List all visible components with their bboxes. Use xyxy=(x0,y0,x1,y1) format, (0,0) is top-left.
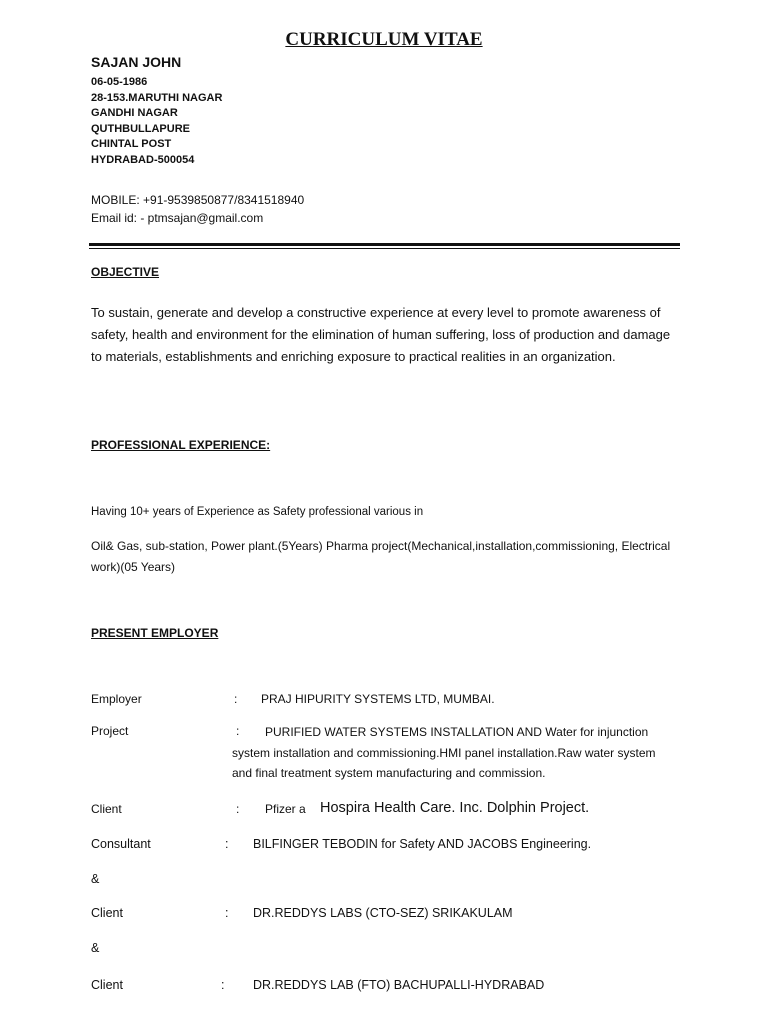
ampersand: & xyxy=(91,941,100,955)
consultant-value: BILFINGER TEBODIN for Safety AND JACOBS Engineering. xyxy=(253,837,592,851)
date-of-birth: 06-05-1986 xyxy=(91,76,148,88)
colon: : xyxy=(221,978,225,992)
address-line: HYDRABAD-500054 xyxy=(91,153,195,166)
client-value: DR.REDDYS LABS (CTO-SEZ) SRIKAKULAM xyxy=(253,906,513,920)
header-divider-thin xyxy=(89,248,680,249)
address-block xyxy=(91,75,222,169)
client-label: Client xyxy=(91,802,122,816)
colon: : xyxy=(236,724,240,738)
project-row xyxy=(91,724,691,788)
colon: : xyxy=(225,906,229,920)
employer-label: Employer xyxy=(91,692,142,706)
email-address: Email id: - ptmsajan@gmail.com xyxy=(91,211,264,225)
employer-value: PRAJ HIPURITY SYSTEMS LTD, MUMBAI. xyxy=(261,692,495,706)
experience-detail: Oil& Gas, sub-station, Power plant.(5Years) Pharma project(Mechanical,installation,commissioning, Electrical work)(05 Years) xyxy=(91,539,671,574)
objective-heading: OBJECTIVE xyxy=(91,265,160,279)
colon: : xyxy=(236,802,240,816)
client-label: Client xyxy=(91,906,123,920)
consultant-label: Consultant xyxy=(91,837,151,851)
experience-summary: Having 10+ years of Experience as Safety professional various in xyxy=(91,506,424,518)
colon: : xyxy=(225,837,229,851)
project-label: Project xyxy=(91,724,129,738)
colon: : xyxy=(234,692,238,706)
client-prefix: Pfizer a xyxy=(265,802,306,816)
objective-text: To sustain, generate and develop a constructive experience at every level to promote awareness of safety, health and environment for the elimination of human suffering, loss of production and damage to materials, establishments and enriching exposure to practical realities in an organization. xyxy=(91,305,671,364)
client-value: Hospira Health Care. Inc. Dolphin Project. xyxy=(320,800,590,816)
candidate-name: SAJAN JOHN xyxy=(91,54,182,70)
experience-heading: PROFESSIONAL EXPERIENCE: xyxy=(91,438,271,452)
address-line: QUTHBULLAPURE xyxy=(91,122,190,135)
address-line: CHINTAL POST xyxy=(91,138,172,151)
address-line: GANDHI NAGAR xyxy=(91,107,178,120)
contact-block xyxy=(91,191,304,227)
client-value: DR.REDDYS LAB (FTO) BACHUPALLI-HYDRABAD xyxy=(253,978,545,992)
present-employer-heading: PRESENT EMPLOYER xyxy=(91,626,219,640)
document-title: CURRICULUM VITAE xyxy=(285,29,483,50)
header-divider-thick xyxy=(89,243,680,246)
mobile-number: MOBILE: +91-9539850877/8341518940 xyxy=(91,193,305,207)
ampersand: & xyxy=(91,872,100,886)
client-label: Client xyxy=(91,978,123,992)
project-value: PURIFIED WATER SYSTEMS INSTALLATION AND Water for injunction system installation and commissioning.HMI panel installation.Raw water system and final treatment system manufacturing and commission. xyxy=(232,725,656,780)
address-line: 28-153.MARUTHI NAGAR xyxy=(91,91,223,104)
